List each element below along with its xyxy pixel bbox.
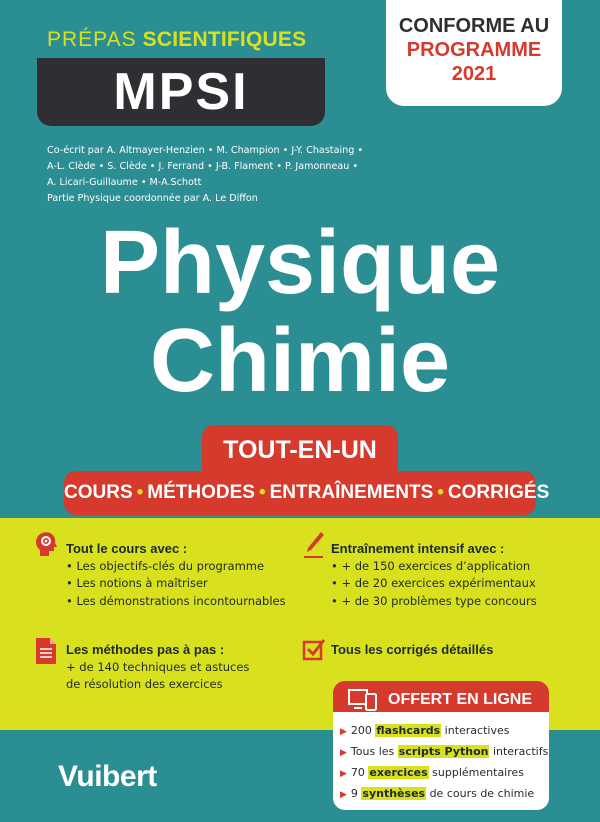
authors-line: A. Licari-Guillaume • M-A.Schott xyxy=(47,177,202,188)
triangle-bullet-icon: ▶ xyxy=(340,748,347,758)
coordinator-line: Partie Physique coordonnée par A. Le Diffon xyxy=(47,193,258,204)
entrainement-item: • + de 150 exercices d’application xyxy=(331,558,537,576)
entrainement-item: • + de 20 exercices expérimentaux xyxy=(331,575,537,593)
methodes-heading: Les méthodes pas à pas : xyxy=(66,642,225,657)
devices-icon xyxy=(348,687,378,711)
offer-highlight: synthèses xyxy=(362,787,426,800)
corriges-heading: Tous les corrigés détaillés xyxy=(331,642,494,657)
authors-credits xyxy=(47,143,407,207)
offer-item: ▶ 70 exercices supplémentaires xyxy=(340,766,525,779)
book-title xyxy=(0,214,600,410)
entrainement-item: • + de 30 problèmes type concours xyxy=(331,593,537,611)
programme-badge-line1: CONFORME AU xyxy=(398,15,550,37)
entrainement-block xyxy=(331,540,537,610)
series-name xyxy=(47,28,306,52)
offer-item: ▶ 200 flashcards interactives xyxy=(340,724,510,737)
programme-badge xyxy=(386,0,562,106)
feature-separator: • xyxy=(258,482,266,503)
title-line1: Physique xyxy=(99,213,501,313)
feature-methodes: MÉTHODES xyxy=(147,482,255,503)
authors-line: A-L. Clède • S. Clède • J. Ferrand • J-B. Flament • P. Jamonneau • xyxy=(47,161,359,172)
feature-entrainements: ENTRAÎNEMENTS xyxy=(269,482,434,503)
methodes-block xyxy=(66,641,249,694)
feature-corriges: CORRIGÉS xyxy=(447,482,550,503)
checkbox-icon xyxy=(302,637,326,661)
cours-item: • Les objectifs-clés du programme xyxy=(66,558,286,576)
methodes-line: de résolution des exercices xyxy=(66,677,223,691)
authors-line: Co-écrit par A. Altmayer-Henzien • M. Champion • J-Y. Chastaing • xyxy=(47,145,363,156)
offert-label: OFFERT EN LIGNE xyxy=(388,691,532,708)
entrainement-heading: Entraînement intensif avec : xyxy=(331,541,505,556)
series-word: SCIENTIFIQUES xyxy=(142,28,307,51)
offer-highlight: exercices xyxy=(369,766,428,779)
cours-heading: Tout le cours avec : xyxy=(66,541,188,556)
tout-en-un-tab: TOUT-EN-UN xyxy=(202,425,398,473)
offer-item: ▶ 9 synthèses de cours de chimie xyxy=(340,787,535,800)
triangle-bullet-icon: ▶ xyxy=(340,769,347,779)
corriges-block xyxy=(331,641,493,659)
cours-item: • Les notions à maîtriser xyxy=(66,575,286,593)
publisher-logo: Vuibert xyxy=(58,760,157,793)
feature-separator: • xyxy=(136,482,144,503)
offer-highlight: flashcards xyxy=(376,724,441,737)
series-prefix: PRÉPAS xyxy=(47,28,137,51)
pen-icon xyxy=(303,531,325,559)
programme-badge-line2: PROGRAMME 2021 xyxy=(406,39,542,85)
triangle-bullet-icon: ▶ xyxy=(340,790,347,800)
head-gear-icon xyxy=(34,531,58,557)
feature-cours: COURS xyxy=(64,482,133,503)
title-line2: Chimie xyxy=(149,311,451,411)
offer-highlight: scripts Python xyxy=(398,745,489,758)
document-icon xyxy=(35,637,57,665)
cours-block xyxy=(66,540,286,610)
methodes-line: + de 140 techniques et astuces xyxy=(66,659,250,674)
offer-item: ▶ Tous les scripts Python interactifs xyxy=(340,745,549,758)
features-banner xyxy=(64,471,550,515)
level-banner xyxy=(37,58,325,126)
cours-item: • Les démonstrations incontournables xyxy=(66,593,286,611)
feature-separator: • xyxy=(437,482,444,503)
triangle-bullet-icon: ▶ xyxy=(340,727,347,737)
level-label: MPSI xyxy=(113,63,249,121)
